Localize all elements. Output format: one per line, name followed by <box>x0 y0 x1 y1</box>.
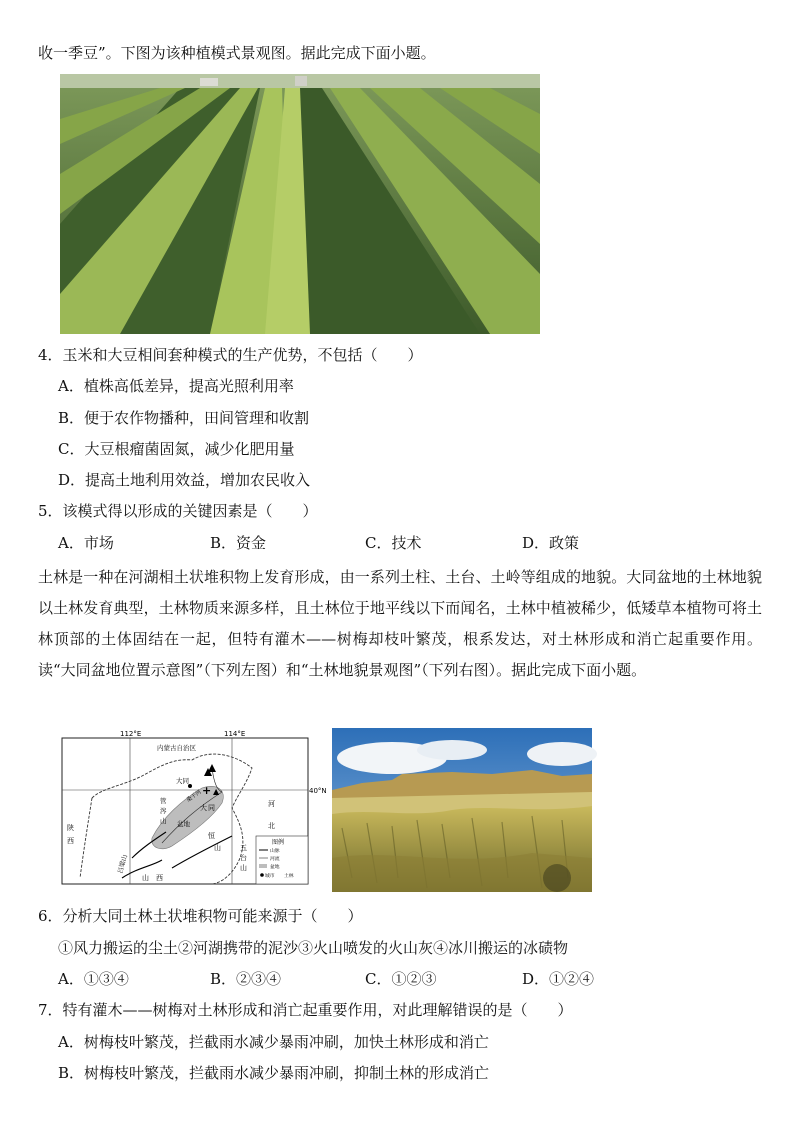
hebei-2: 北 <box>268 822 275 830</box>
q4-option-a: A．植株高低差异，提高光照利用率 <box>58 377 294 395</box>
q5-option-c: C．技术 <box>365 534 422 552</box>
legend-item-2: 河流 <box>270 857 280 862</box>
lat-label: 40°N <box>309 787 327 795</box>
mountain-bottom-2: 山 <box>214 844 221 852</box>
q5-option-a: A．市场 <box>58 534 114 552</box>
q4-option-b: B．便于农作物播种，田间管理和收割 <box>58 409 310 427</box>
passage: 土林是一种在河湖相土状堆积物上发育形成，由一系列土柱、土台、土岭等组成的地貌。大同盆地的土林地貌以土林发育典型，土林物质来源多样，且土林位于地平线以下而闻名，土林中植被稀少，低矮草本植物可将土林顶部的土体固结在一起，但特有灌木——树梅却枝叶繁茂，根系发达，对土林形成和消亡起重要作用。读“大同盆地位置示意图”（下列左图）和“土林地貌景观图”（下列右图）。据此完成下面小题。 <box>38 568 762 679</box>
wutai-3: 山 <box>240 864 247 872</box>
q5-stem: 5．该模式得以形成的关键因素是（ ） <box>38 502 318 520</box>
basin-char-2: 同 <box>208 804 215 812</box>
legend-item-5: 土林 <box>284 874 294 879</box>
legend-item-1: 山脉 <box>270 849 280 854</box>
q6-options <box>58 969 758 989</box>
datong-basin-location-map <box>62 728 327 888</box>
corn-soybean-field-photo <box>60 74 540 334</box>
q4-option-d: D．提高土地利用效益，增加农民收入 <box>58 471 311 489</box>
q6-option-a: A．①③④ <box>58 970 129 988</box>
mountain-left-3: 山 <box>160 817 167 825</box>
lon-label-left: 112°E <box>120 730 142 738</box>
shaanxi-1: 陕 <box>67 824 74 832</box>
legend-title: 图例 <box>272 839 285 846</box>
legend-item-3: 盆地 <box>270 865 280 870</box>
hebei-1: 河 <box>268 800 275 808</box>
river-label: 桑干河 <box>185 789 203 804</box>
q7-stem: 7．特有灌木——树梅对土林形成和消亡起重要作用，对此理解错误的是（ ） <box>38 1001 573 1019</box>
mountain-left-1: 管 <box>160 797 167 805</box>
q5-option-b: B．资金 <box>210 534 267 552</box>
intro-tail: 收一季豆”。下图为该种植模式景观图。据此完成下面小题。 <box>38 44 436 62</box>
basin-label: 盆地 <box>177 820 190 828</box>
legend-item-4: 城市 <box>265 874 275 879</box>
shaanxi-2: 西 <box>67 837 74 845</box>
q4-stem: 4．玉米和大豆相间套种模式的生产优势，不包括（ ） <box>38 346 423 364</box>
q6-statements: ①风力搬运的尘土②河湖携带的泥沙③火山喷发的火山灰④冰川搬运的冰碛物 <box>58 939 569 957</box>
earth-forest-landform-photo <box>332 728 592 892</box>
mountain-bottom-1: 恒 <box>208 832 215 840</box>
q6-option-b: B．②③④ <box>210 970 282 988</box>
q6-stem: 6．分析大同土林土状堆积物可能来源于（ ） <box>38 907 363 925</box>
luliang-label: 吕梁山 <box>116 853 129 875</box>
shanxi-label: 山 西 <box>142 874 163 882</box>
q5-options <box>58 533 758 553</box>
svg-text:+: + <box>202 784 212 797</box>
wutai-1: 五 <box>240 844 247 852</box>
lon-label-right: 114°E <box>224 730 246 738</box>
q6-option-d: D．①②④ <box>522 970 595 988</box>
q4-option-c: C．大豆根瘤菌固氮，减少化肥用量 <box>58 440 295 458</box>
wutai-2: 台 <box>240 854 247 862</box>
basin-char-1: 大 <box>200 804 207 812</box>
mountain-left-2: 涔 <box>160 807 167 815</box>
q7-option-b: B．树梅枝叶繁茂，拦截雨水减少暴雨冲刷，抑制土林的形成消亡 <box>58 1064 490 1082</box>
q6-option-c: C．①②③ <box>365 970 437 988</box>
svg-text:▲: ▲ <box>213 787 220 796</box>
q5-option-d: D．政策 <box>522 534 580 552</box>
q7-option-a: A．树梅枝叶繁茂，拦截雨水减少暴雨冲刷，加快土林形成和消亡 <box>58 1033 489 1051</box>
region-label: 内蒙古自治区 <box>157 744 196 752</box>
city-label: 大同 <box>176 777 189 785</box>
